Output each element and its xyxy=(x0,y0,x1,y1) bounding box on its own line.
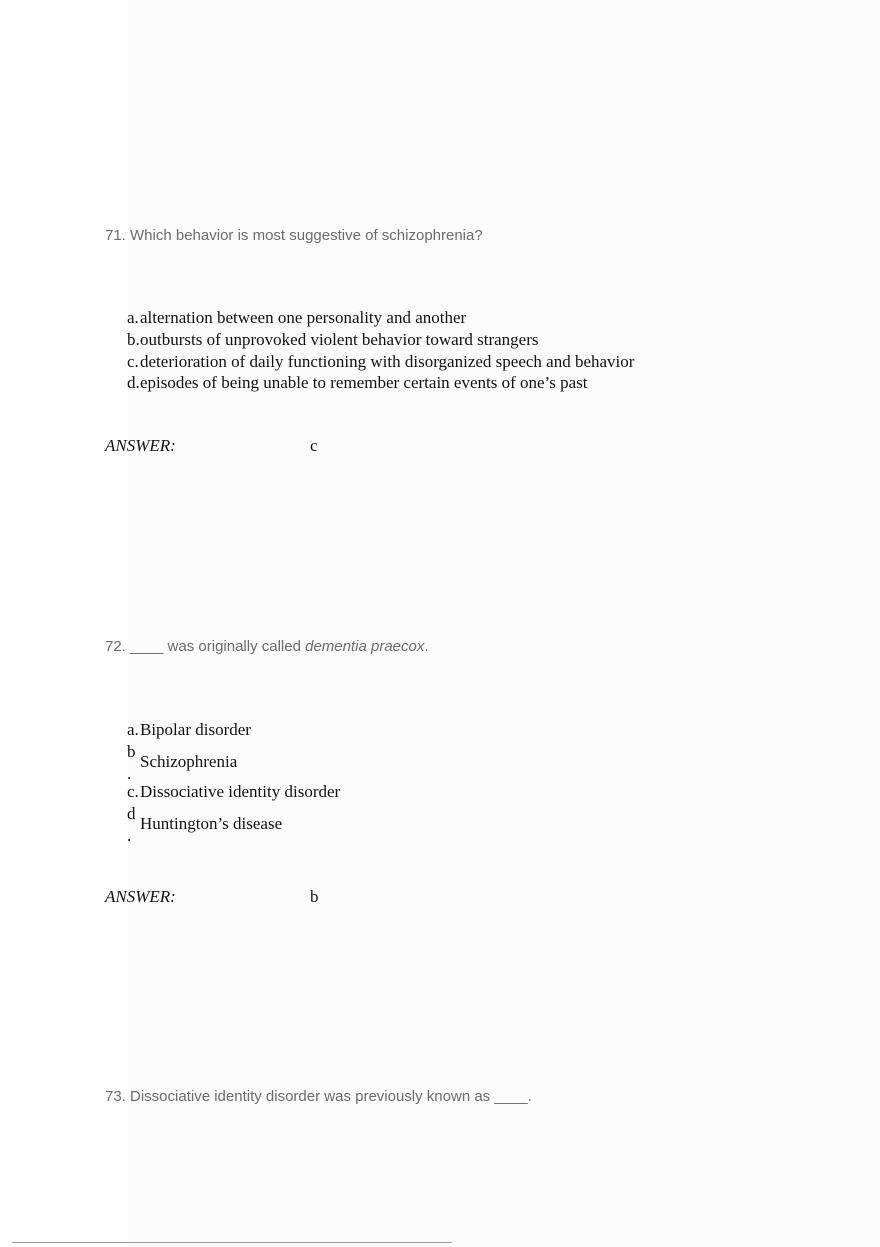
option-letter: c. xyxy=(127,782,139,801)
question-71: 71. Which behavior is most suggestive of schizophrenia? xyxy=(105,227,483,244)
option-text: deterioration of daily functioning with disorganized speech and behavior xyxy=(140,352,635,371)
q71-option-d xyxy=(127,373,588,393)
option-letter: a. xyxy=(127,720,139,739)
q72-option-c xyxy=(127,782,340,802)
option-letter-char: b xyxy=(127,742,136,761)
question-72 xyxy=(105,638,429,655)
q72-answer-label: ANSWER: xyxy=(105,887,176,906)
option-letter: c. xyxy=(127,352,139,371)
option-text: outbursts of unprovoked violent behavior toward strangers xyxy=(140,330,539,349)
q72-option-b xyxy=(127,742,327,782)
q71-option-c xyxy=(127,352,634,372)
option-text: Schizophrenia xyxy=(140,752,238,771)
question-72-italic-term: dementia praecox xyxy=(305,638,425,655)
question-72-suffix: . xyxy=(424,638,429,655)
option-text: alternation between one personality and another xyxy=(140,308,467,327)
option-letter-dot: . xyxy=(127,764,132,783)
q72-option-a xyxy=(127,720,251,740)
q71-answer-label: ANSWER: xyxy=(105,436,176,455)
option-text: Dissociative identity disorder xyxy=(140,782,341,801)
option-letter xyxy=(127,742,140,783)
q71-option-b xyxy=(127,330,538,350)
option-letter: b. xyxy=(127,330,140,349)
question-73: 73. Dissociative identity disorder was previously known as ____. xyxy=(105,1088,532,1105)
option-letter: a. xyxy=(127,308,139,327)
option-letter xyxy=(127,804,140,845)
q71-option-a xyxy=(127,308,466,328)
option-text: episodes of being unable to remember certain events of one’s past xyxy=(140,373,588,392)
option-letter-char: d xyxy=(127,804,136,823)
q72-answer-value: b xyxy=(310,887,319,906)
q72-option-d xyxy=(127,804,327,844)
question-72-prefix: 72. ____ was originally called xyxy=(105,638,306,655)
footer-divider xyxy=(12,1242,452,1243)
option-letter: d. xyxy=(127,373,140,392)
page-background xyxy=(128,0,880,1247)
option-text: Huntington’s disease xyxy=(140,814,283,833)
option-letter-dot: . xyxy=(127,826,132,845)
option-text: Bipolar disorder xyxy=(140,720,251,739)
q71-answer-value: c xyxy=(310,436,318,455)
